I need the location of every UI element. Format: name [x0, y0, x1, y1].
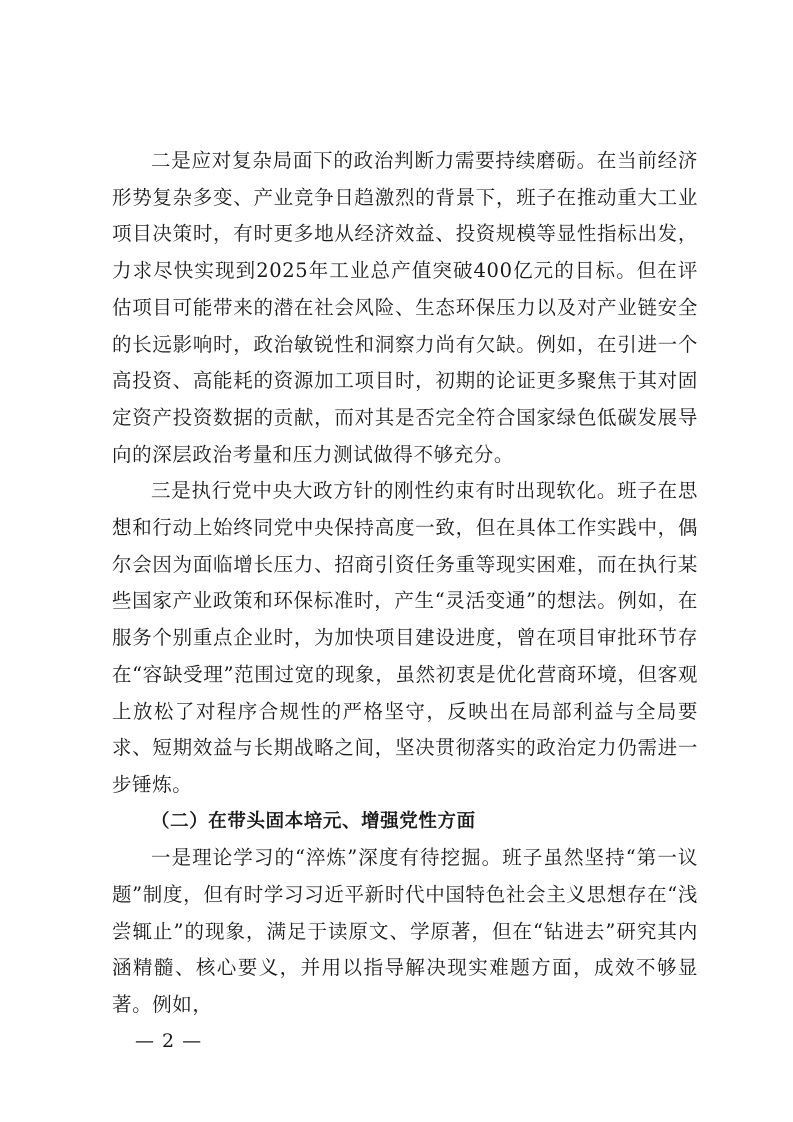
page-number: — 2 — — [135, 1030, 203, 1052]
section-heading: （二）在带头固本培元、增强党性方面 — [151, 810, 476, 832]
paragraph-theory-study: 一是理论学习的“淬炼”深度有待挖掘。班子虽然坚持“第一议题”制度，但有时学习习近平新时代中国特色社会主义思想存在“浅尝辄止”的现象，满足于读原文、学原著，但在“钻进去”研究其内涵精髓、核心要义，并用以指导解决现实难题方面，成效不够显著。例如， — [112, 846, 698, 1017]
paragraph-policy-execution: 三是执行党中央大政方针的刚性约束有时出现软化。班子在思想和行动上始终同党中央保持高度一致，但在具体工作实践中，偶尔会因为面临增长压力、招商引资任务重等现实困难，而在执行某些国家产业政策和环保标准时，产生“灵活变通”的想法。例如，在服务个别重点企业时，为加快项目建设进度，曾在项目审批环节存在“容缺受理”范围过宽的现象，虽然初衷是优化营商环境，但客观上放松了对程序合规性的严格坚守，反映出在局部利益与全局要求、短期效益与长期战略之间，坚决贯彻落实的政治定力仍需进一步锤炼。 — [112, 479, 698, 796]
body-text — [112, 143, 698, 1024]
paragraph-political-judgment: 二是应对复杂局面下的政治判断力需要持续磨砺。在当前经济形势复杂多变、产业竞争日趋激烈的背景下，班子在推动重大工业项目决策时，有时更多地从经济效益、投资规模等显性指标出发，力求尽快实现到2025年工业总产值突破400亿元的目标。但在评估项目可能带来的潜在社会风险、生态环保压力以及对产业链安全的长远影响时，政治敏锐性和洞察力尚有欠缺。例如，在引进一个高投资、高能耗的资源加工项目时，初期的论证更多聚焦于其对固定资产投资数据的贡献，而对其是否完全符合国家绿色低碳发展导向的深层政治考量和压力测试做得不够充分。 — [112, 149, 698, 466]
